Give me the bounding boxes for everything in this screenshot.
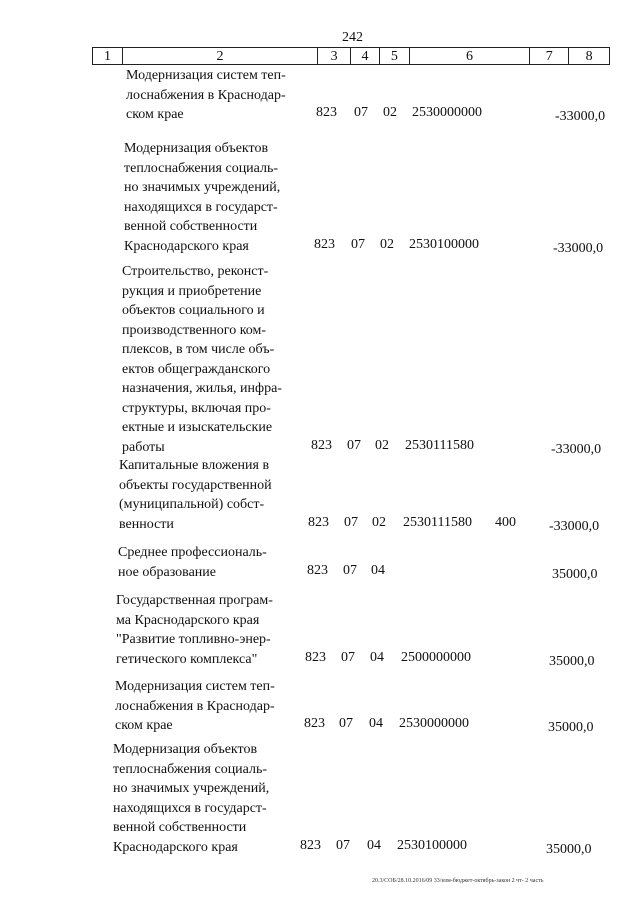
row-name-line: рукция и приобретение (122, 283, 262, 299)
row-name-line: работы (122, 439, 165, 455)
row-name-line: структуры, включая про- (122, 400, 271, 416)
row-name (124, 139, 306, 256)
row-name-line: венной собственности (113, 820, 247, 835)
row-name (118, 543, 300, 582)
row-col-5: 02 (375, 437, 389, 453)
row-name-line: но значимых учреждений, (113, 781, 270, 796)
row-col-4: 07 (347, 437, 361, 453)
row-name (113, 740, 295, 857)
row-col-4: 07 (341, 649, 355, 665)
row-name-line: плексов, в том числе объ- (122, 342, 275, 357)
row-col-3: 823 (311, 437, 332, 453)
row-col-8: -33000,0 (551, 441, 602, 457)
row-name-line: Модернизация объектов (113, 742, 258, 757)
row-col-4: 07 (351, 236, 365, 252)
row-col-4: 07 (354, 105, 368, 120)
row-name-line: объектов социального и (122, 303, 265, 318)
header-col-2: 2 (123, 48, 318, 64)
row-name-line: лоснабжения в Краснодар- (126, 87, 286, 103)
row-col-3: 823 (305, 649, 326, 665)
row-name-line: производственного ком- (122, 322, 267, 338)
page-number: 242 (342, 30, 363, 45)
row-name-line: лоснабжения в Краснодар- (115, 698, 275, 714)
row-name-line: находящихся в государст- (113, 800, 267, 816)
row-col-8: -33000,0 (555, 109, 606, 124)
row-name-line: ектные и изыскательские (122, 420, 273, 435)
row-name-line: теплоснабжения социаль- (113, 761, 268, 777)
row-col-4: 07 (336, 837, 350, 853)
row-col-5: 02 (383, 105, 397, 120)
row-name-line: Краснодарского края (113, 839, 238, 855)
row-name-line: венной собственности (124, 219, 258, 234)
header-col-1: 1 (93, 48, 123, 64)
row-col-6: 2530111580 (403, 514, 472, 530)
footer-note: 20.3/СОБ/28.10.2016/09 33/изм-бюджет-октябрь-закон 2 чт- 2 часть (372, 878, 544, 884)
row-col-3: 823 (307, 562, 328, 578)
row-col-5: 02 (380, 236, 394, 252)
row-name (116, 591, 298, 669)
row-name-line: ектов общегражданского (122, 361, 271, 377)
row-name-line: объекты государственной (119, 477, 272, 493)
row-col-6: 2530111580 (405, 437, 474, 453)
row-col-5: 04 (369, 716, 383, 731)
row-col-4: 07 (344, 514, 358, 530)
row-name-line: гетического комплекса" (116, 651, 258, 667)
row-name-line: Модернизация объектов (124, 141, 269, 156)
row-name-line: "Развитие топливно-энер- (116, 632, 271, 647)
row-name-line: ное образование (118, 564, 216, 580)
row-col-8: 35000,0 (552, 566, 598, 582)
row-name-line: Строительство, реконст- (122, 264, 269, 279)
row-col-8: -33000,0 (553, 240, 604, 256)
row-name-line: Государственная програм- (116, 593, 273, 608)
row-col-3: 823 (314, 236, 335, 252)
header-col-4: 4 (351, 48, 380, 64)
row-col-8: -33000,0 (549, 518, 600, 534)
row-name-line: Краснодарского края (124, 238, 249, 254)
row-col-6: 2530100000 (409, 236, 479, 252)
row-col-7: 400 (495, 514, 516, 530)
row-col-8: 35000,0 (548, 720, 594, 735)
row-col-5: 02 (372, 514, 386, 530)
row-col-6: 2500000000 (401, 649, 471, 665)
row-name (126, 66, 308, 125)
header-col-3: 3 (318, 48, 351, 64)
row-col-6: 2530100000 (397, 837, 467, 853)
row-name-line: Модернизация систем теп- (126, 68, 286, 83)
row-col-5: 04 (370, 649, 384, 665)
row-name-line: Модернизация систем теп- (115, 679, 275, 694)
row-name-line: ском крае (126, 107, 184, 122)
row-name-line: назначения, жилья, инфра- (122, 381, 282, 396)
row-col-6: 2530000000 (399, 716, 469, 731)
row-name-line: ском крае (115, 718, 173, 733)
row-name-line: но значимых учреждений, (124, 180, 281, 195)
table-header (92, 47, 610, 65)
row-col-4: 07 (343, 562, 357, 578)
row-name-line: ма Краснодарского края (116, 612, 260, 628)
row-col-5: 04 (371, 562, 385, 578)
row-name (115, 677, 297, 736)
row-col-3: 823 (316, 105, 337, 120)
row-name-line: Капитальные вложения в (119, 458, 270, 473)
row-col-4: 07 (339, 716, 353, 731)
row-name-line: находящихся в государст- (124, 199, 278, 215)
row-name-line: теплоснабжения социаль- (124, 160, 279, 176)
row-name (119, 456, 301, 534)
row-col-3: 823 (308, 514, 329, 530)
row-col-3: 823 (304, 716, 325, 731)
header-col-6: 6 (410, 48, 531, 64)
row-name-line: (муниципальной) собст- (119, 497, 265, 512)
row-name (122, 262, 304, 457)
row-name-line: Среднее профессиональ- (118, 545, 267, 560)
row-col-3: 823 (300, 837, 321, 853)
row-name-line: венности (119, 516, 174, 532)
header-col-5: 5 (380, 48, 410, 64)
row-col-6: 2530000000 (412, 105, 482, 120)
header-col-8: 8 (585, 49, 593, 64)
row-col-8: 35000,0 (549, 653, 595, 669)
row-col-5: 04 (367, 837, 381, 853)
row-col-8: 35000,0 (546, 841, 592, 857)
header-col-7: 7 (530, 48, 569, 64)
